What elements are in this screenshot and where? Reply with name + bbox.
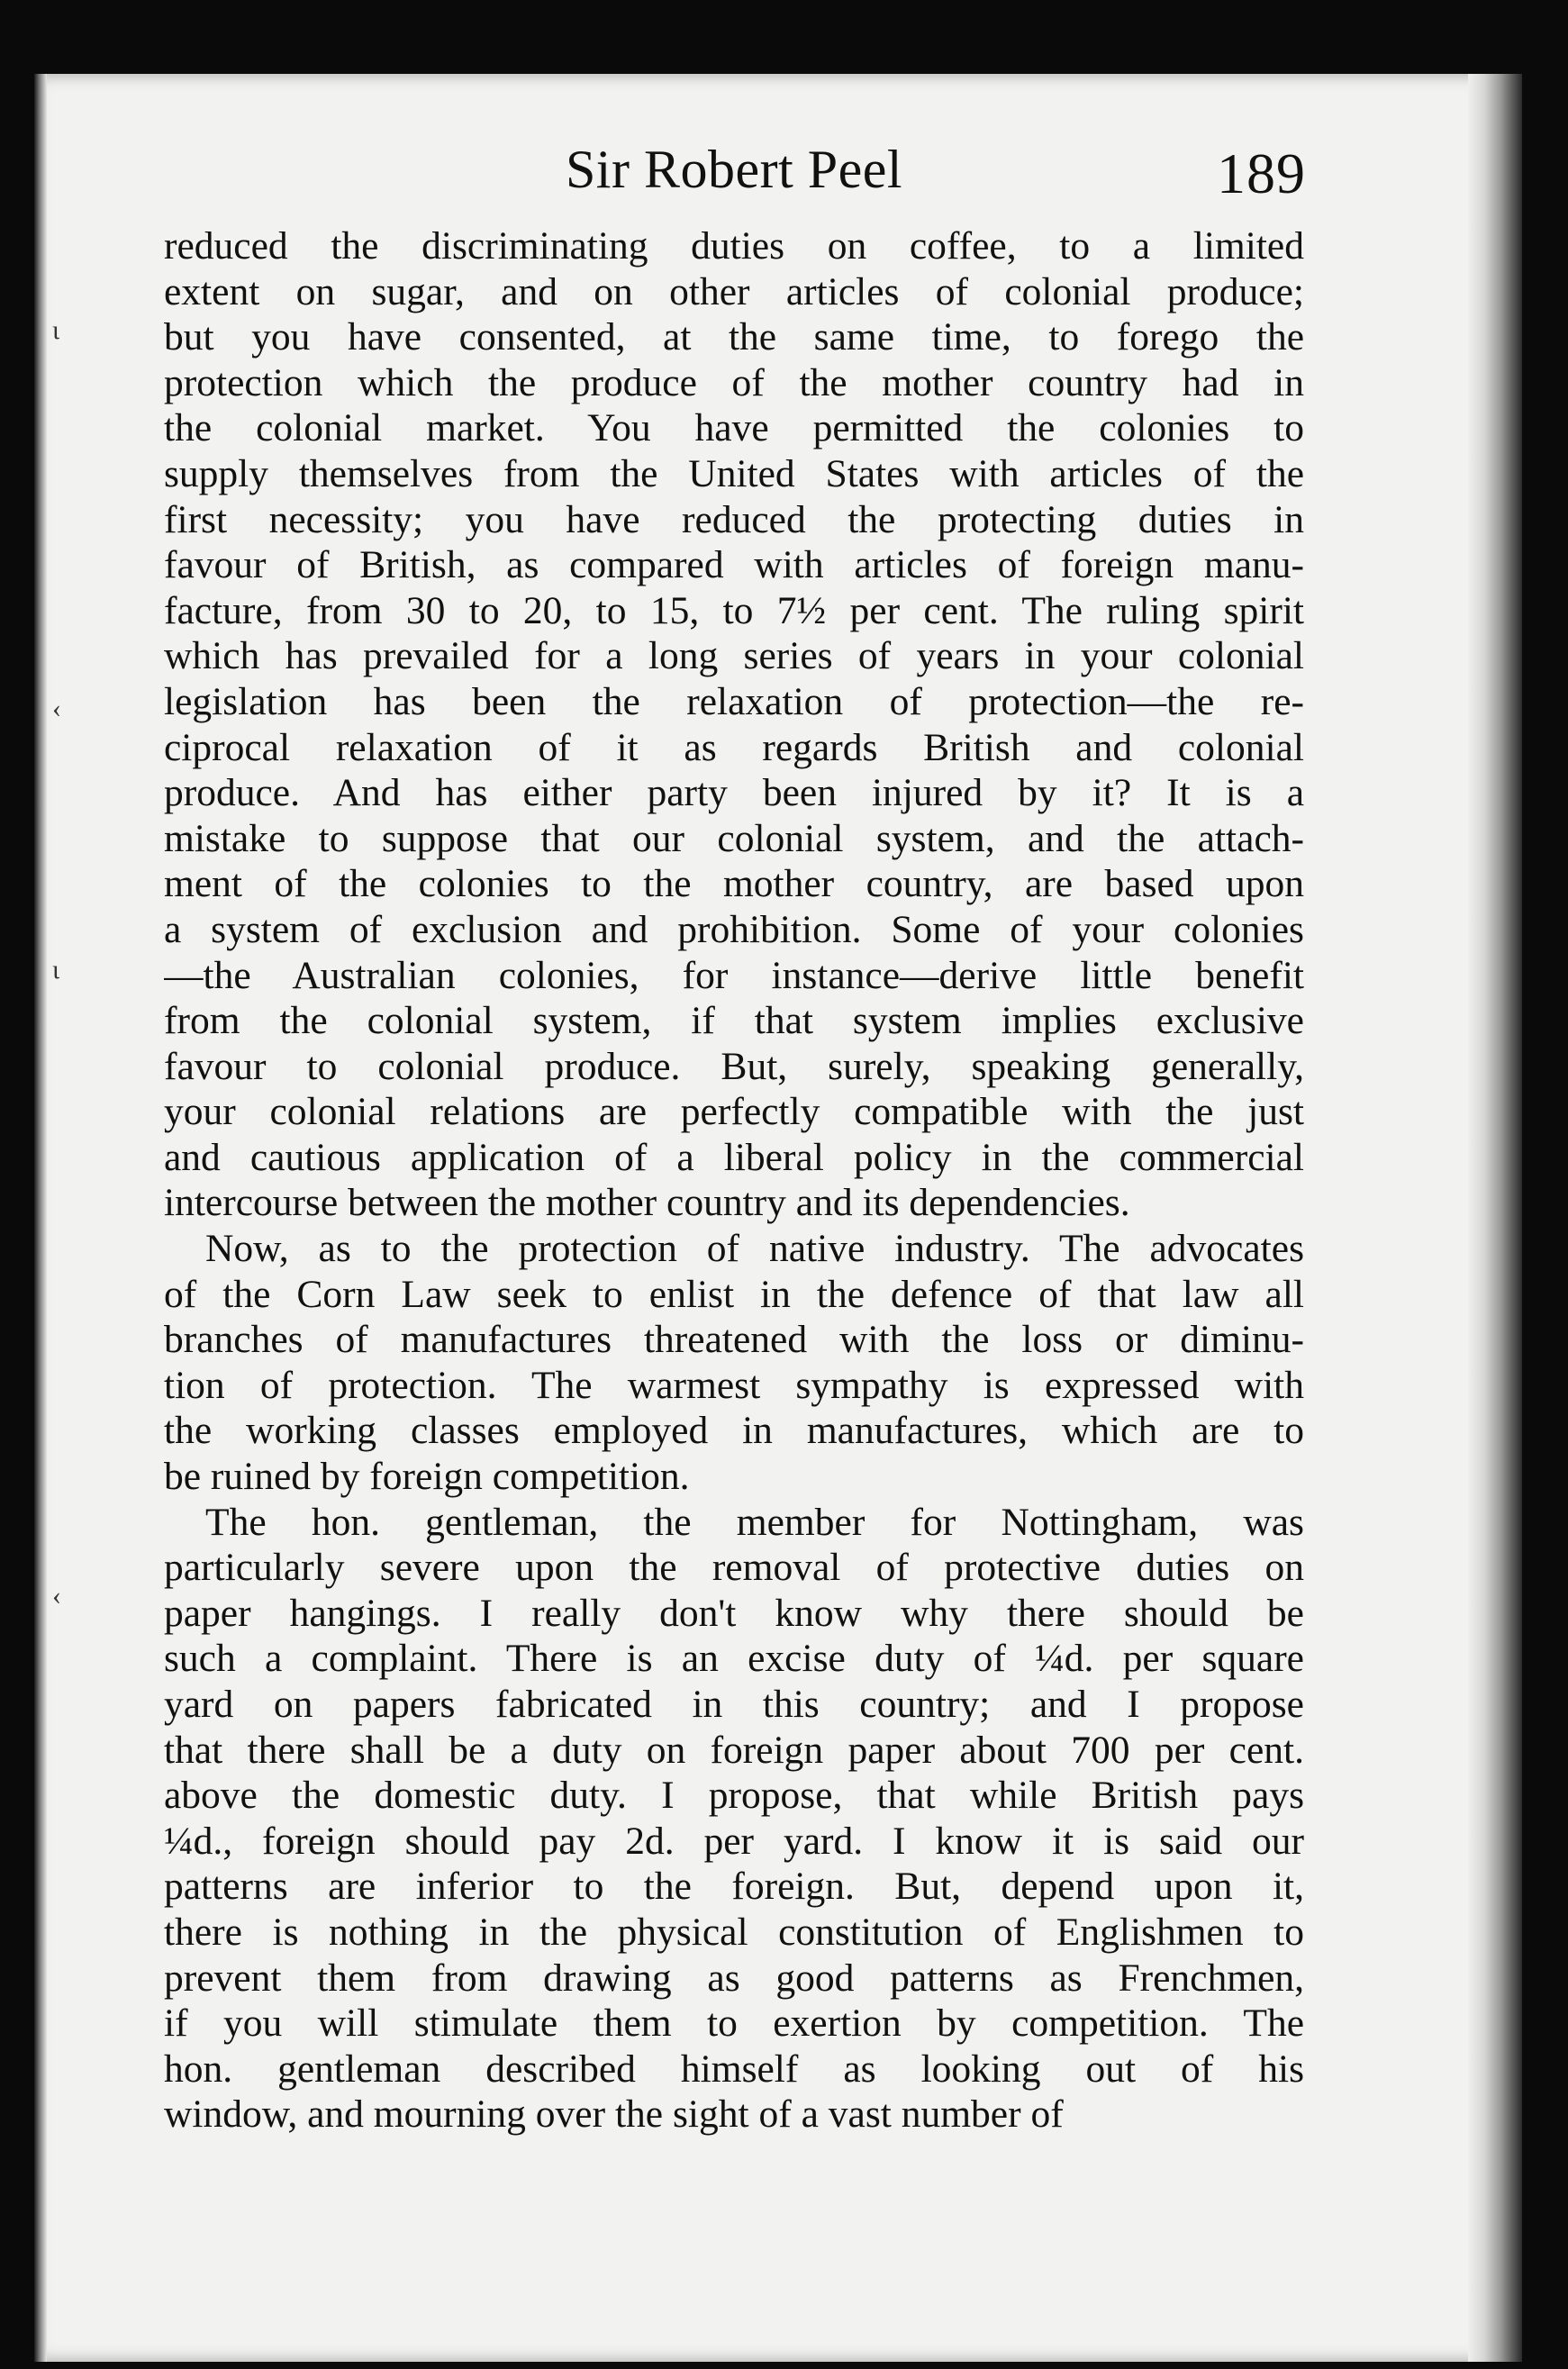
text-line: favour to colonial produce. But, surely, speaking generally, [164, 1044, 1304, 1088]
text-line: but you have consented, at the same time, to forego the [164, 315, 1304, 359]
text-line: tion of protection. The warmest sympathy is expressed with [164, 1363, 1304, 1407]
text-line: favour of British, as compared with articles of foreign manu- [164, 543, 1304, 587]
text-line: legislation has been the relaxation of protection—the re- [164, 679, 1304, 723]
text-line: prevent them from drawing as good patterns as Frenchmen, [164, 1956, 1304, 2000]
text-line: produce. And has either party been injured by it? It is a [164, 771, 1304, 815]
text-line: that there shall be a duty on foreign paper about 700 per cent. [164, 1728, 1304, 1772]
text-line: and cautious application of a liberal policy in the commercial [164, 1135, 1304, 1179]
paragraph [164, 223, 1304, 1226]
text-line: hon. gentleman described himself as looking out of his [164, 2047, 1304, 2091]
text-line: the colonial market. You have permitted the colonies to [164, 406, 1304, 450]
page-left-edge [34, 74, 47, 2362]
text-line: above the domestic duty. I propose, that while British pays [164, 1774, 1304, 1818]
text-line: The hon. gentleman, the member for Nottingham, was [205, 1500, 1304, 1544]
paragraph [164, 1500, 1304, 2138]
page-right-edge [1468, 74, 1522, 2362]
text-line: from the colonial system, if that system implies exclusive [164, 999, 1304, 1043]
text-line: supply themselves from the United States with articles of the [164, 451, 1304, 495]
text-line: the working classes employed in manufactures, which are to [164, 1409, 1304, 1453]
margin-mark: ‹ [52, 694, 61, 723]
running-title: Sir Robert Peel [565, 140, 903, 199]
text-line: your colonial relations are perfectly compatible with the just [164, 1090, 1304, 1134]
text-line: window, and mourning over the sight of a vast number of [164, 2092, 1064, 2137]
text-line: Now, as to the protection of native industry. The advocates [205, 1227, 1304, 1271]
text-line: ment of the colonies to the mother country, are based upon [164, 862, 1304, 906]
text-line: reduced the discriminating duties on coffee, to a limited [164, 224, 1304, 268]
text-line: yard on papers fabricated in this country; and I propose [164, 1683, 1304, 1726]
text-line: protection which the produce of the mother country had in [164, 360, 1304, 404]
text-line: a system of exclusion and prohibition. Some of your colonies [164, 907, 1304, 951]
text-line: extent on sugar, and on other articles of colonial produce; [164, 269, 1304, 313]
text-line: intercourse between the mother country and its dependencies. [164, 1181, 1130, 1225]
margin-mark: ι [52, 315, 60, 345]
body-text [164, 223, 1304, 2138]
text-line: —the Australian colonies, for instance—derive little benefit [164, 953, 1304, 997]
text-line: such a complaint. There is an excise duty of ¼d. per square [164, 1637, 1304, 1681]
text-line: if you will stimulate them to exertion by competition. The [164, 2001, 1304, 2046]
text-line: first necessity; you have reduced the protecting duties in [164, 497, 1304, 541]
page-number: 189 [1217, 141, 1306, 205]
text-line: which has prevailed for a long series of years in your colonial [164, 634, 1304, 678]
text-line: there is nothing in the physical constitution of Englishmen to [164, 1910, 1304, 1954]
text-line: of the Corn Law seek to enlist in the defence of that law all [164, 1272, 1304, 1316]
text-line: ciprocal relaxation of it as regards British and colonial [164, 725, 1304, 769]
text-line: facture, from 30 to 20, to 15, to 7½ per cent. The ruling spirit [164, 588, 1304, 632]
text-line: mistake to suppose that our colonial system, and the attach- [164, 816, 1304, 860]
text-line: particularly severe upon the removal of protective duties on [164, 1546, 1304, 1590]
text-line: be ruined by foreign competition. [164, 1455, 690, 1499]
running-header [162, 126, 1306, 216]
text-line: ¼d., foreign should pay 2d. per yard. I know it is said our [164, 1819, 1304, 1863]
margin-mark: ‹ [52, 1581, 61, 1611]
margin-mark: ι [52, 955, 60, 985]
paragraph [164, 1226, 1304, 1500]
text-line: branches of manufactures threatened with the loss or diminu- [164, 1318, 1304, 1362]
text-line: patterns are inferior to the foreign. But, depend upon it, [164, 1865, 1304, 1909]
text-line: paper hangings. I really don't know why there should be [164, 1591, 1304, 1635]
